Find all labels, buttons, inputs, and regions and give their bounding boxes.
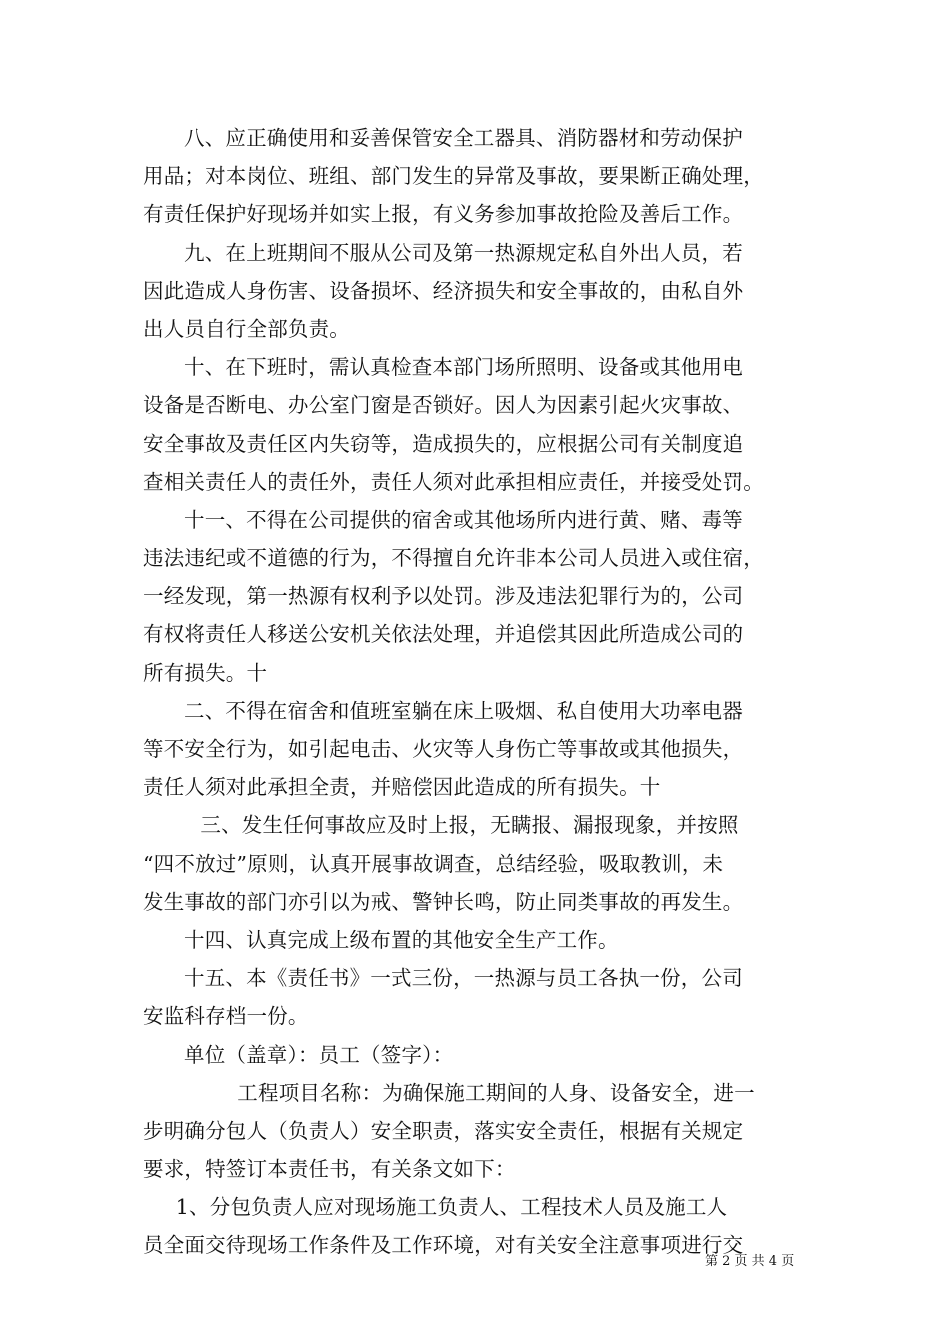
document-line: 1、分包负责人应对现场施工负责人、工程技术人员及施工人	[175, 1195, 728, 1220]
document-line: 安全事故及责任区内失窃等，造成损失的，应根据公司有关制度追	[143, 431, 744, 456]
document-line: 三、发生任何事故应及时上报，无瞒报、漏报现象，并按照	[200, 813, 739, 838]
document-line: 有责任保护好现场并如实上报，有义务参加事故抢险及善后工作。	[143, 202, 744, 227]
document-line: 八、应正确使用和妥善保管安全工器具、消防器材和劳动保护	[184, 126, 743, 150]
document-line: 查相关责任人的责任外，责任人须对此承担相应责任，并接受处罚。	[143, 469, 764, 494]
document-line: 等不安全行为，如引起电击、火灾等人身伤亡等事故或其他损失，	[143, 737, 744, 761]
document-line: 要求，特签订本责任书，有关条文如下：	[143, 1157, 516, 1182]
document-line: 步明确分包人（负责人）安全职责，落实安全责任，根据有关规定	[143, 1118, 744, 1143]
document-line: 责任人须对此承担全责，并赔偿因此造成的所有损失。十	[143, 775, 661, 800]
document-line: 一经发现，第一热源有权利予以处罚。涉及违法犯罪行为的，公司	[143, 584, 744, 609]
document-line: 十一、不得在公司提供的宿舍或其他场所内进行黄、赌、毒等	[184, 507, 743, 532]
document-line: 员全面交待现场工作条件及工作环境，对有关安全注意事项进行交	[143, 1233, 744, 1258]
document-line: 所有损失。十	[143, 660, 268, 685]
document-line: 违法违纪或不道德的行为，不得擅自允许非本公司人员进入或住宿，	[143, 546, 764, 571]
document-line: 发生事故的部门亦引以为戒、警钟长鸣，防止同类事故的再发生。	[143, 889, 744, 914]
document-line: 二、不得在宿舍和值班室躺在床上吸烟、私自使用大功率电器	[184, 698, 743, 723]
document-line: 十、在下班时，需认真检查本部门场所照明、设备或其他用电	[184, 355, 743, 380]
document-line: 安监科存档一份。	[143, 1004, 309, 1029]
document-line: 工程项目名称：为确保施工期间的人身、设备安全，进一	[237, 1080, 755, 1105]
document-line: 因此造成人身伤害、设备损坏、经济损失和安全事故的，由私自外	[143, 278, 744, 303]
document-line: 有权将责任人移送公安机关依法处理，并追偿其因此所造成公司的	[143, 622, 744, 647]
document-line: 十四、认真完成上级布置的其他安全生产工作。	[184, 927, 619, 952]
document-line: 九、在上班期间不服从公司及第一热源规定私自外出人员，若	[184, 240, 743, 265]
document-line: 十五、本《责任书》一式三份，一热源与员工各执一份，公司	[184, 966, 743, 991]
document-body	[143, 119, 813, 1265]
document-line: 单位（盖章）：员工（签字）：	[184, 1042, 454, 1067]
page-number-footer: 第 2 页 共 4 页	[705, 1254, 795, 1269]
document-line: 设备是否断电、办公室门窗是否锁好。因人为因素引起火灾事故、	[143, 393, 744, 418]
document-line: 出人员自行全部负责。	[143, 316, 350, 341]
document-line: “四不放过”原则，认真开展事故调查，总结经验，吸取教训，未	[143, 851, 724, 876]
document-line: 用品；对本岗位、班组、部门发生的异常及事故，要果断正确处理，	[143, 164, 764, 189]
